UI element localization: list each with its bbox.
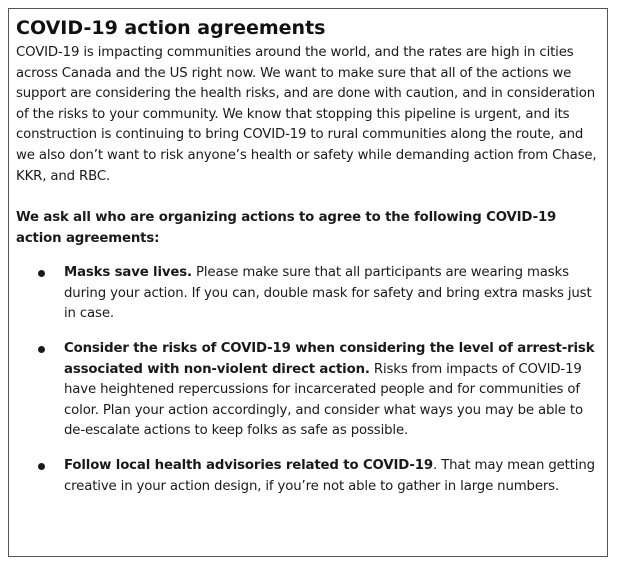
covid-agreements-card [8, 8, 608, 557]
bullet-icon [38, 463, 45, 470]
agreement-text: . That may mean getting creative in your action design, if you’re not able to gather in large numbers. [64, 457, 595, 494]
agreement-lead: Consider the risks of COVID-19 when considering the level of arrest-risk associated with non-violent direct action. [64, 340, 595, 377]
agreement-lead: Masks save lives. [64, 265, 192, 281]
list-item [16, 339, 600, 442]
agreement-lead: Follow local health advisories related to COVID-19 [64, 457, 433, 473]
list-item [16, 263, 600, 325]
agreement-text: Risks from impacts of COVID-19 have heightened repercussions for incarcerated people and for communities of color. Plan your action accordingly, and consider what ways you may be able to de-escalate actions to keep folks as safe as possible. [64, 361, 583, 439]
bullet-icon [38, 346, 45, 353]
bullet-icon [38, 270, 45, 277]
intro-paragraph: COVID-19 is impacting communities around the world, and the rates are high in cities across Canada and the US right now. We want to make sure that all of the actions we support are considering the health risks, and are done with caution, and in consideration of the risks to your community. We know that stopping this pipeline is urgent, and its construction is continuing to bring COVID-19 to rural communities along the route, and we also don’t want to risk anyone’s health or safety while demanding action from Chase, KKR, and RBC. [16, 45, 597, 184]
ask-statement: We ask all who are organizing actions to agree to the following COVID-19 action agreements: [16, 210, 557, 247]
agreements-list [16, 263, 600, 497]
agreement-text: Please make sure that all participants are wearing masks during your action. If you can, double mask for safety and bring extra masks just in case. [64, 265, 592, 322]
page-title: COVID-19 action agreements [16, 17, 326, 39]
list-item [16, 456, 600, 497]
